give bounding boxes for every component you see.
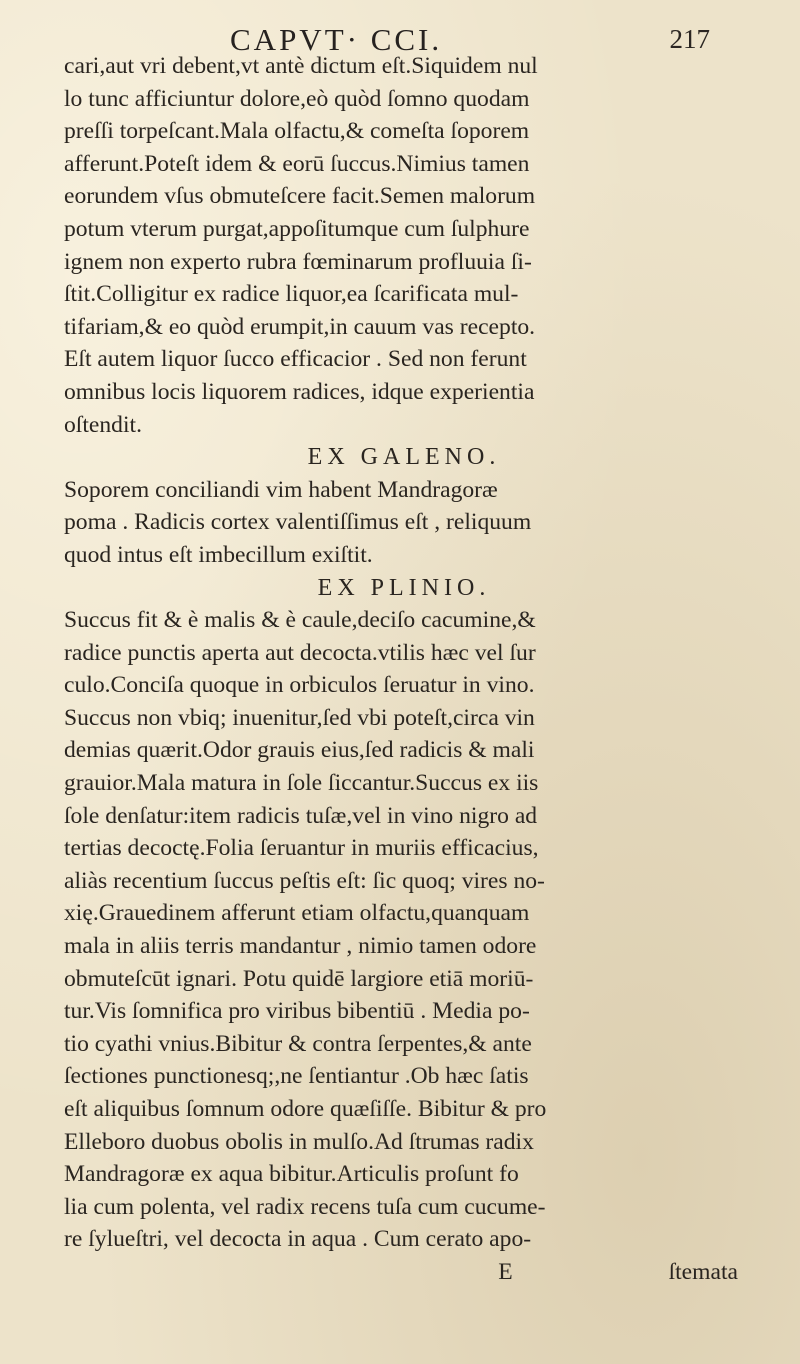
text-line: Soporem conciliandi vim habent Mandragoræ xyxy=(64,476,498,503)
text-line: tio cyathi vnius.Bibitur & contra ſerpentes,& ante xyxy=(64,1030,532,1057)
text-line: ſectiones punctionesq;,ne ſentiantur .Ob hæc ſatis xyxy=(64,1063,529,1090)
text-line: oſtendit. xyxy=(64,411,142,438)
text-line: Succus non vbiq; inuenitur,ſed vbi poteſt,circa vin xyxy=(64,704,535,731)
text-line: Eſt autem liquor ſucco efficacior . Sed non ferunt xyxy=(64,346,527,373)
text-line: poma . Radicis cortex valentiſſimus eſt , reliquum xyxy=(64,509,532,536)
text-line: grauior.Mala matura in ſole ſiccantur.Succus ex iis xyxy=(64,770,539,797)
text-line: lo tunc afficiuntur dolore,eò quòd ſomno quodam xyxy=(64,85,530,112)
text-line: Elleboro duobus obolis in mulſo.Ad ſtrumas radix xyxy=(64,1128,534,1155)
signature-mark: E xyxy=(498,1258,513,1285)
text-line: preſſi torpeſcant.Mala olfactu,& comeſta ſoporem xyxy=(64,118,530,145)
section-heading-pliny: EX PLINIO. xyxy=(317,574,491,601)
body-text xyxy=(64,50,744,1289)
text-line: aliàs recentium ſuccus peſtis eſt: ſic quoq; vires no- xyxy=(64,867,545,894)
text-line: omnibus locis liquorem radices, idque experientia xyxy=(64,378,535,405)
text-line: ſole denſatur:item radicis tuſæ,vel in vino nigro ad xyxy=(64,802,538,829)
text-line: re ſylueſtri, vel decocta in aqua . Cum cerato apo- xyxy=(64,1226,532,1253)
text-block-galen xyxy=(64,474,744,572)
text-line: afferunt.Poteſt idem & eorū ſuccus.Nimius tamen xyxy=(64,150,530,177)
text-line: cari,aut vri debent,vt antè dictum eſt.Siquidem nul xyxy=(64,53,538,79)
text-line: mala in aliis terris mandantur , nimio tamen odore xyxy=(64,933,537,960)
text-line: ſtit.Colligitur ex radice liquor,ea ſcarificata mul- xyxy=(64,281,519,308)
text-line: Mandragoræ ex aqua bibitur.Articulis proſunt fo xyxy=(64,1161,519,1188)
text-line: potum vterum purgat,appoſitumque cum ſulphure xyxy=(64,215,530,242)
running-title: CAPVT· CCI. xyxy=(230,22,443,57)
text-block-pliny xyxy=(64,604,744,1256)
text-line: ignem non experto rubra fœminarum profluuia ſi- xyxy=(64,248,532,275)
text-line: quod intus eſt imbecillum exiſtit. xyxy=(64,541,373,568)
text-line: eorundem vſus obmuteſcere facit.Semen malorum xyxy=(64,183,536,210)
text-line: obmuteſcūt ignari. Potu quidē largiore etiā moriū- xyxy=(64,965,534,992)
section-heading-galen: EX GALENO. xyxy=(307,444,501,471)
text-line: tifariam,& eo quòd erumpit,in cauum vas recepto. xyxy=(64,313,536,340)
catchword-line xyxy=(64,1256,744,1289)
text-line: Succus fit & è malis & è caule,deciſo cacumine,& xyxy=(64,607,536,634)
text-line: xię.Grauedinem afferunt etiam olfactu,quanquam xyxy=(64,900,530,927)
text-line: demias quærit.Odor grauis eius,ſed radicis & mali xyxy=(64,737,535,764)
folio-number: 217 xyxy=(669,24,710,54)
text-line: tertias decoctę.Folia ſeruantur in muriis efficacius, xyxy=(64,835,539,862)
catchword: ſtemata xyxy=(668,1258,738,1285)
text-line: radice punctis aperta aut decocta.vtilis hæc vel ſur xyxy=(64,639,536,666)
text-line: tur.Vis ſomnifica pro viribus bibentiū . Media po- xyxy=(64,998,530,1025)
text-line: lia cum polenta, vel radix recens tuſa cum cucume- xyxy=(64,1193,546,1220)
text-line: eſt aliquibus ſomnum odore quæſiſſe. Bibitur & pro xyxy=(64,1096,547,1122)
text-line: culo.Conciſa quoque in orbiculos ſeruatur in vino. xyxy=(64,672,535,699)
text-block-intro xyxy=(64,50,744,441)
